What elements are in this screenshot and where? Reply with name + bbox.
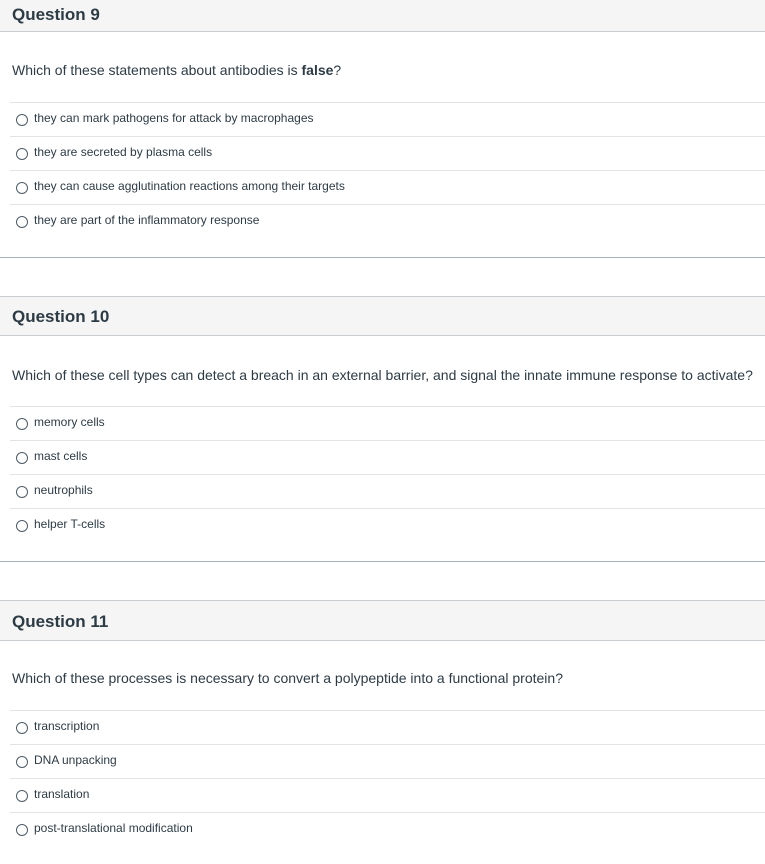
radio-button[interactable] — [16, 790, 28, 802]
answer-label[interactable]: transcription — [34, 719, 100, 733]
question-9-header — [0, 0, 765, 32]
question-9-text-end: ? — [333, 62, 342, 78]
question-10-header — [0, 296, 765, 336]
answer-label[interactable]: translation — [34, 787, 90, 801]
radio-button[interactable] — [16, 520, 28, 532]
question-9-divider — [0, 257, 765, 258]
radio-button[interactable] — [16, 452, 28, 464]
answer-label[interactable]: they can mark pathogens for attack by macrophages — [34, 111, 314, 125]
answer-option[interactable] — [10, 508, 765, 542]
answer-label[interactable]: they are part of the inflammatory response — [34, 213, 260, 227]
radio-button[interactable] — [16, 486, 28, 498]
question-9-text — [12, 62, 341, 78]
question-9-text-part: Which of these statements about antibodies is — [12, 62, 302, 78]
answer-option[interactable] — [10, 440, 765, 474]
answer-option[interactable] — [10, 406, 765, 440]
answer-option[interactable] — [10, 136, 765, 170]
question-9-title: Question 9 — [12, 5, 100, 24]
answer-label[interactable]: they can cause agglutination reactions among their targets — [34, 179, 345, 193]
question-10-answers — [10, 406, 765, 542]
question-10-text: Which of these cell types can detect a breach in an external barrier, and signal the innate immune response to activate? — [12, 367, 753, 383]
question-11-text: Which of these processes is necessary to convert a polypeptide into a functional protein? — [12, 670, 563, 686]
question-11-header — [0, 600, 765, 641]
answer-option[interactable] — [10, 744, 765, 778]
answer-option[interactable] — [10, 474, 765, 508]
radio-button[interactable] — [16, 216, 28, 228]
answer-label[interactable]: post-translational modification — [34, 821, 193, 835]
answer-option[interactable] — [10, 778, 765, 812]
answer-label[interactable]: mast cells — [34, 449, 88, 463]
answer-label[interactable]: helper T-cells — [34, 517, 106, 531]
radio-button[interactable] — [16, 722, 28, 734]
question-10-title: Question 10 — [12, 307, 110, 326]
answer-option[interactable] — [10, 710, 765, 744]
answer-label[interactable]: neutrophils — [34, 483, 93, 497]
radio-button[interactable] — [16, 114, 28, 126]
answer-option[interactable] — [10, 812, 765, 846]
answer-label[interactable]: DNA unpacking — [34, 753, 117, 767]
question-11-answers — [10, 710, 765, 846]
question-9-answers — [10, 102, 765, 238]
answer-option[interactable] — [10, 204, 765, 238]
radio-button[interactable] — [16, 756, 28, 768]
question-9-text-emphasis: false — [301, 62, 334, 78]
radio-button[interactable] — [16, 148, 28, 160]
answer-option[interactable] — [10, 170, 765, 204]
radio-button[interactable] — [16, 824, 28, 836]
answer-label[interactable]: memory cells — [34, 415, 105, 429]
question-10-divider — [0, 561, 765, 562]
answer-label[interactable]: they are secreted by plasma cells — [34, 145, 213, 159]
radio-button[interactable] — [16, 418, 28, 430]
answer-option[interactable] — [10, 102, 765, 136]
question-11-title: Question 11 — [12, 612, 109, 631]
radio-button[interactable] — [16, 182, 28, 194]
